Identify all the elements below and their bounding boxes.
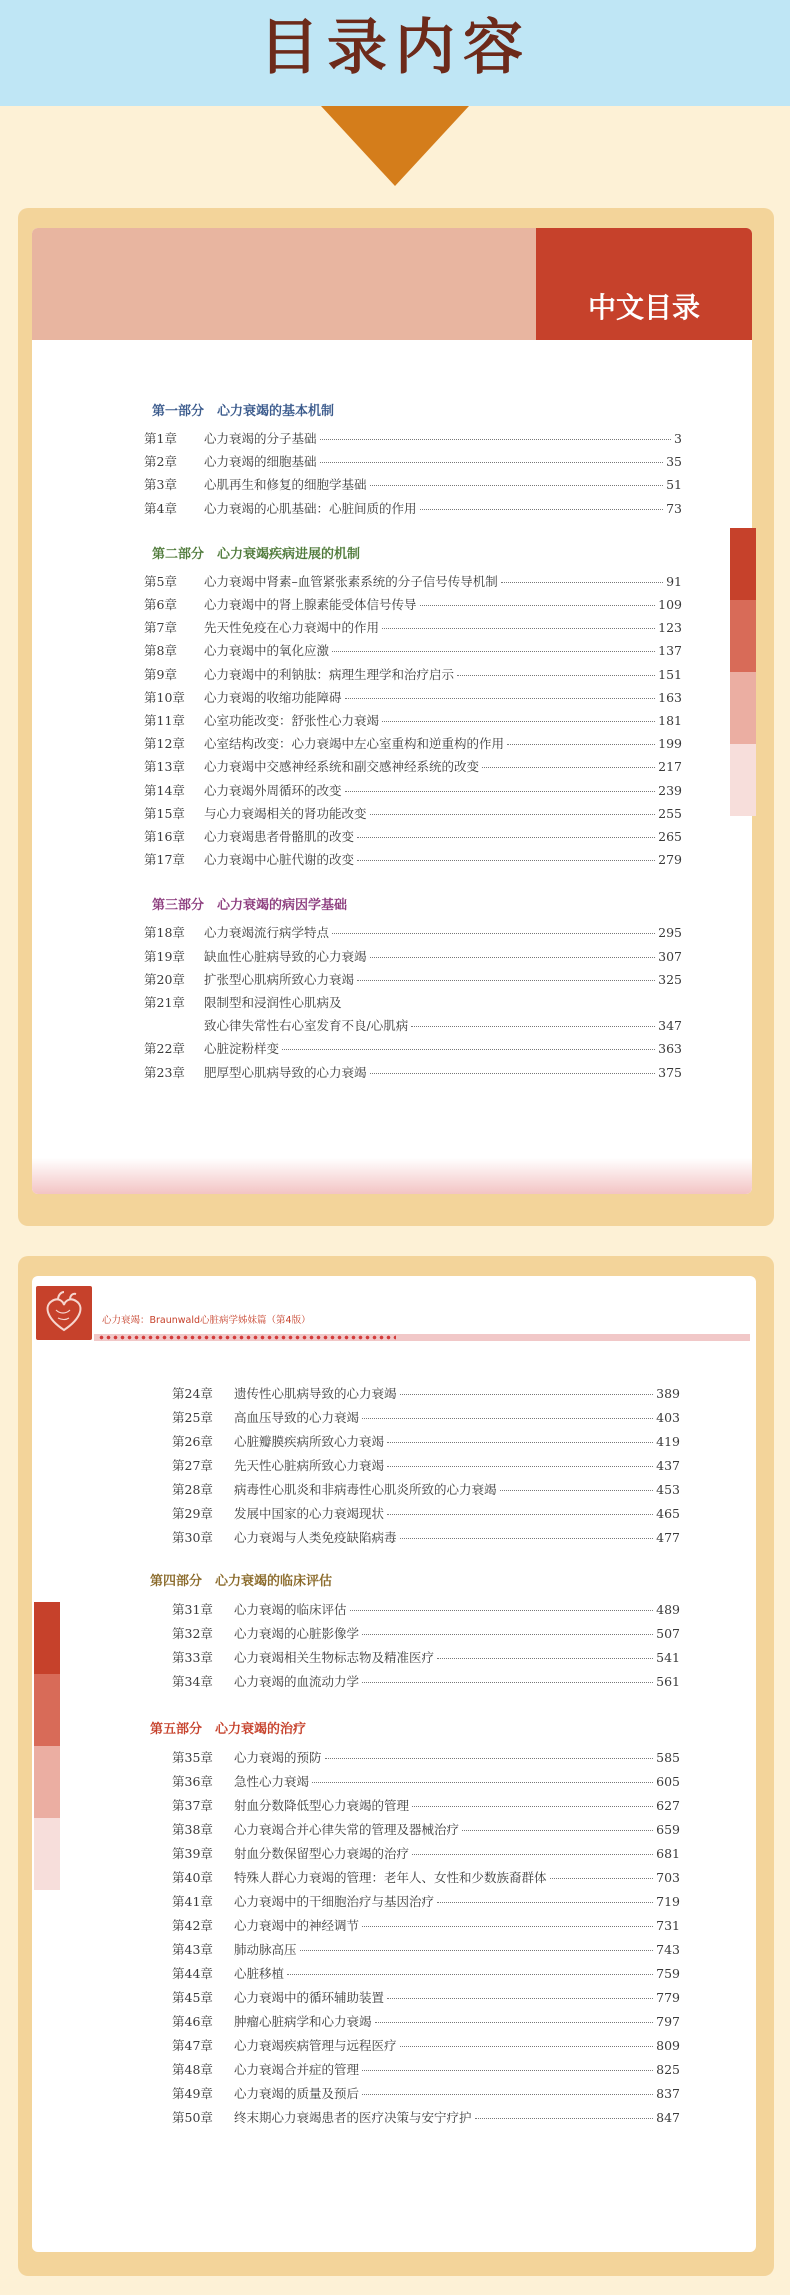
page-number: 265: [658, 829, 682, 844]
chapter-title: 扩张型心肌病所致心力衰竭: [204, 971, 355, 987]
leader-dots: [325, 1758, 654, 1759]
page-number: 585: [656, 1750, 680, 1765]
chapter-number: 第11章: [144, 713, 185, 728]
chapter-number: 第36章: [172, 1774, 213, 1789]
chapter-title: 心力衰竭的预防: [234, 1750, 322, 1765]
page-number: 759: [656, 1966, 680, 1981]
page-number: 779: [656, 1990, 680, 2005]
chapter-number: 第22章: [144, 1041, 185, 1057]
leader-dots: [387, 1514, 653, 1515]
leader-dots: [362, 2070, 653, 2071]
chapter-title: 肺动脉高压: [234, 1942, 297, 1957]
chapter-number: 第39章: [172, 1846, 213, 1861]
page-number: 163: [658, 689, 682, 705]
toc-entry[interactable]: [172, 1384, 680, 1402]
leader-dots: [375, 2022, 654, 2023]
chapter-number: 第27章: [172, 1458, 213, 1473]
page-number: 363: [658, 1041, 682, 1057]
chapter-title: 心力衰竭的血流动力学: [234, 1674, 360, 1689]
chapter-title: 心力衰竭的细胞基础: [204, 454, 317, 470]
leader-dots: [362, 2094, 653, 2095]
chapter-title: 心力衰竭的收缩功能障碍: [204, 689, 342, 705]
toc-entry[interactable]: [172, 1432, 680, 1450]
page-number: 541: [656, 1650, 680, 1665]
toc-entry[interactable]: [172, 2060, 680, 2078]
page-number: 825: [656, 2062, 680, 2077]
page-number: 255: [658, 805, 682, 821]
leader-dots: [362, 1682, 653, 1683]
page-number: 137: [658, 643, 682, 659]
leader-dots: [475, 2118, 654, 2119]
page-number: 627: [656, 1798, 680, 1813]
chapter-title: 心室功能改变：舒张性心力衰竭: [204, 713, 380, 728]
toc-entry[interactable]: [172, 1820, 680, 1838]
chapter-title: 心力衰竭中心脏代谢的改变: [204, 852, 355, 868]
toc-entry[interactable]: [172, 2012, 680, 2030]
chapter-title: 心力衰竭的心肌基础：心脏间质的作用: [204, 500, 417, 516]
chapter-number: 第5章: [144, 573, 177, 589]
toc-entry[interactable]: [172, 1600, 680, 1618]
page-number: 51: [666, 477, 682, 493]
chapter-title: 终末期心力衰竭患者的医疗决策与安宁疗护: [234, 2110, 472, 2125]
leader-dots: [332, 651, 655, 652]
toc-entry[interactable]: [172, 1528, 680, 1546]
side-tab-1: [730, 528, 756, 600]
chapter-title: 与心力衰竭相关的肾功能改变: [204, 805, 367, 821]
leader-dots: [320, 439, 672, 440]
chapter-title: 心力衰竭的质量及预后: [234, 2086, 360, 2101]
page-number: 681: [656, 1846, 680, 1861]
toc-entry[interactable]: [144, 475, 682, 493]
toc-entry[interactable]: [172, 1940, 680, 1958]
leader-dots: [437, 1902, 653, 1903]
chapter-number: 第6章: [144, 597, 177, 612]
side-tab-4: [730, 744, 756, 816]
page-number: 453: [656, 1482, 680, 1497]
page-number: 151: [658, 666, 682, 682]
chapter-number: 第47章: [172, 2038, 213, 2053]
leader-dots: [412, 1854, 653, 1855]
page-number: 659: [656, 1822, 680, 1837]
chapter-title: 心室结构改变：心力衰竭中左心室重构和逆重构的作用: [204, 736, 505, 752]
chapter-title: 心力衰竭相关生物标志物及精准医疗: [234, 1650, 435, 1665]
chapter-number: 第17章: [144, 852, 185, 868]
leader-dots: [345, 791, 656, 792]
leader-dots: [300, 1950, 654, 1951]
chapter-title: 心力衰竭中的干细胞治疗与基因治疗: [234, 1894, 435, 1909]
chapter-number: 第48章: [172, 2062, 213, 2077]
chapter-number: 第25章: [172, 1410, 213, 1425]
page-number: 307: [658, 948, 682, 964]
chapter-title: 心力衰竭中的循环辅助装置: [234, 1990, 385, 2005]
chapter-number: 第18章: [144, 925, 185, 941]
book-header-text: 心力衰竭：Braunwald心脏病学姊妹篇（第4版）: [102, 1315, 311, 1326]
chapter-number: 第4章: [144, 500, 177, 516]
toc-entry[interactable]: [144, 804, 682, 822]
part-heading: 第一部分 心力衰竭的基本机制: [152, 404, 335, 419]
chapter-title: 心力衰竭的心脏影像学: [234, 1626, 360, 1641]
chapter-number: 第44章: [172, 1966, 213, 1981]
leader-dots: [370, 957, 656, 958]
toc-card-2: [32, 1276, 756, 2252]
page-number: 347: [658, 1018, 682, 1034]
toc-entry[interactable]: [144, 665, 682, 683]
toc-entry[interactable]: [172, 1916, 680, 1934]
page-number: 35: [666, 454, 682, 470]
chapter-title: 心力衰竭的临床评估: [234, 1602, 347, 1617]
chapter-number: 第41章: [172, 1894, 213, 1909]
page-number: 489: [656, 1602, 680, 1617]
chapter-title: 发展中国家的心力衰竭现状: [234, 1506, 385, 1521]
page-number: 239: [658, 782, 682, 798]
down-arrow-icon: [321, 106, 469, 186]
page-number: 437: [656, 1458, 680, 1473]
toc-entry[interactable]: [172, 1988, 680, 2006]
side-tab-2: [730, 600, 756, 672]
toc-entry[interactable]: [144, 757, 682, 775]
leader-dots: [462, 1830, 653, 1831]
toc-entry[interactable]: [172, 2108, 680, 2126]
leader-dots: [387, 1998, 653, 1999]
chapter-title: 心脏瓣膜疾病所致心力衰竭: [234, 1434, 385, 1449]
page-number: 181: [658, 713, 682, 728]
toc-entry[interactable]: [144, 1016, 682, 1034]
page-number: 295: [658, 925, 682, 941]
chapter-title: 遗传性心肌病导致的心力衰竭: [234, 1386, 397, 1401]
chapter-number: 第32章: [172, 1626, 213, 1641]
leader-dots: [357, 837, 655, 838]
chapter-title: 心力衰竭的分子基础: [204, 431, 317, 446]
chapter-number: 第14章: [144, 782, 185, 798]
page-number: 465: [656, 1506, 680, 1521]
toc-entry[interactable]: [144, 429, 682, 447]
toc-entry[interactable]: [144, 711, 682, 729]
toc-entry[interactable]: [172, 2084, 680, 2102]
chapter-number: 第12章: [144, 736, 185, 752]
page-number: 279: [658, 852, 682, 868]
chapter-title: 心力衰竭疾病管理与远程医疗: [234, 2038, 397, 2053]
page-number: 123: [658, 620, 682, 636]
chapter-number: 第24章: [172, 1386, 213, 1401]
page-number: 199: [658, 736, 682, 752]
part-heading: 第二部分 心力衰竭疾病进展的机制: [152, 546, 361, 562]
chapter-title: 心力衰竭外周循环的改变: [204, 782, 342, 798]
toc-entry[interactable]: [144, 618, 682, 636]
page-number: 109: [658, 597, 682, 612]
chapter-title: 心力衰竭中的肾上腺素能受体信号传导: [204, 597, 417, 612]
toc-entry[interactable]: [172, 1772, 680, 1790]
toc-entry[interactable]: [172, 1844, 680, 1862]
leader-dots: [382, 721, 655, 722]
chapter-title: 心力衰竭中的利钠肽：病理生理学和治疗启示: [204, 666, 455, 682]
page-number: 375: [658, 1064, 682, 1080]
chapter-number: 第10章: [144, 689, 185, 705]
toc-entry[interactable]: [172, 1480, 680, 1498]
header-diamond-pattern: [98, 1334, 396, 1341]
page-number: 477: [656, 1530, 680, 1545]
chapter-number: 第33章: [172, 1650, 213, 1665]
leader-dots: [282, 1049, 655, 1050]
leader-dots: [400, 1394, 654, 1395]
toc-entry[interactable]: [144, 827, 682, 845]
toc-card-1: [32, 228, 752, 1194]
toc-entry[interactable]: [144, 688, 682, 706]
page-number: 403: [656, 1410, 680, 1425]
chapter-title: 心力衰竭中的神经调节: [234, 1918, 360, 1933]
chapter-title: 心力衰竭与人类免疫缺陷病毒: [234, 1530, 397, 1545]
chapter-title: 肥厚型心肌病导致的心力衰竭: [204, 1064, 367, 1080]
chapter-title: 心脏淀粉样变: [204, 1041, 280, 1057]
page-number: 797: [656, 2014, 680, 2029]
chapter-number: 第26章: [172, 1434, 213, 1449]
leader-dots: [320, 462, 664, 463]
leader-dots: [400, 1538, 654, 1539]
chapter-title: 心脏移植: [234, 1966, 285, 1981]
chapter-number: 第43章: [172, 1942, 213, 1957]
part-heading: 第五部分 心力衰竭的治疗: [150, 1722, 307, 1737]
page-number: 3: [674, 431, 682, 446]
leader-dots: [550, 1878, 654, 1879]
chapter-number: 第13章: [144, 759, 185, 775]
chapter-number: 第2章: [144, 454, 177, 470]
page-number: 389: [656, 1386, 680, 1401]
toc-entry[interactable]: [172, 1748, 680, 1766]
chapter-title: 病毒性心肌炎和非病毒性心肌炎所致的心力衰竭: [234, 1482, 497, 1497]
chapter-number: 第28章: [172, 1482, 213, 1497]
leader-dots: [501, 582, 663, 583]
toc-entry[interactable]: [144, 970, 682, 988]
chapter-number: 第30章: [172, 1530, 213, 1545]
side-tabs-right: [730, 528, 756, 816]
leader-dots: [370, 814, 656, 815]
leader-dots: [357, 980, 655, 981]
card-bottom-fade: [32, 1158, 752, 1194]
chapter-number: 第15章: [144, 805, 185, 821]
chapter-number: 第40章: [172, 1870, 213, 1885]
leader-dots: [482, 767, 655, 768]
leader-dots: [362, 1634, 653, 1635]
leader-dots: [437, 1658, 653, 1659]
page-number: 91: [666, 573, 682, 589]
page-number: 731: [656, 1918, 680, 1933]
chapter-title: 心力衰竭合并症的管理: [234, 2062, 360, 2077]
chapter-number: 第23章: [144, 1064, 185, 1080]
side-tabs-left: [34, 1602, 60, 1890]
leader-dots: [412, 1806, 653, 1807]
toc-entry[interactable]: [144, 641, 682, 659]
leader-dots: [420, 605, 656, 606]
page-number: 325: [658, 971, 682, 987]
chapter-number: 第20章: [144, 971, 185, 987]
chapter-title: 特殊人群心力衰竭的管理：老年人、女性和少数族裔群体: [234, 1870, 547, 1885]
toc-entry[interactable]: [172, 1624, 680, 1642]
chapter-number: 第50章: [172, 2110, 213, 2125]
toc-entry[interactable]: [144, 1039, 682, 1057]
chapter-number: 第31章: [172, 1602, 213, 1617]
chapter-title: 致心律失常性右心室发育不良/心肌病: [204, 1018, 409, 1034]
heart-logo-icon: [36, 1286, 92, 1340]
side-tab-1: [34, 1602, 60, 1674]
side-tab-3: [34, 1746, 60, 1818]
leader-dots: [370, 485, 664, 486]
card-header-label: 中文目录: [587, 291, 700, 324]
chapter-title: 心力衰竭中的氧化应激: [204, 643, 330, 659]
leader-dots: [312, 1782, 653, 1783]
toc-entry[interactable]: [144, 452, 682, 470]
toc-entry[interactable]: [144, 734, 682, 752]
leader-dots: [350, 1610, 654, 1611]
side-tab-4: [34, 1818, 60, 1890]
chapter-title: 心肌再生和修复的细胞学基础: [204, 477, 367, 493]
toc-entry[interactable]: [172, 1892, 680, 1910]
toc-entry[interactable]: [172, 1456, 680, 1474]
chapter-number: 第21章: [144, 995, 185, 1010]
chapter-number: 第8章: [144, 643, 177, 659]
chapter-number: 第29章: [172, 1506, 213, 1521]
page-number: 847: [656, 2110, 680, 2125]
chapter-number: 第38章: [172, 1822, 213, 1837]
leader-dots: [387, 1466, 653, 1467]
leader-dots: [345, 698, 656, 699]
chapter-title: 心力衰竭中交感神经系统和副交感神经系统的改变: [204, 759, 480, 775]
page-number: 419: [656, 1434, 680, 1449]
page-number: 73: [666, 500, 682, 516]
leader-dots: [287, 1974, 653, 1975]
chapter-title: 肿瘤心脏病学和心力衰竭: [234, 2014, 372, 2029]
toc-entry[interactable]: [144, 781, 682, 799]
leader-dots: [500, 1490, 654, 1491]
leader-dots: [370, 1073, 656, 1074]
toc-entry[interactable]: [172, 1868, 680, 1886]
chapter-title: 心力衰竭流行病学特点: [204, 925, 330, 941]
chapter-title: 心力衰竭中肾素–血管紧张素系统的分子信号传导机制: [204, 573, 498, 589]
toc-entry[interactable]: [144, 499, 682, 517]
toc-entry[interactable]: [144, 993, 682, 1011]
chapter-number: 第37章: [172, 1798, 213, 1813]
chapter-number: 第34章: [172, 1674, 213, 1689]
chapter-title: 心力衰竭合并心律失常的管理及器械治疗: [234, 1822, 460, 1837]
chapter-title: 射血分数保留型心力衰竭的治疗: [234, 1846, 410, 1861]
page-number: 703: [656, 1870, 680, 1885]
part-heading: 第三部分 心力衰竭的病因学基础: [152, 898, 348, 914]
chapter-number: 第19章: [144, 948, 185, 964]
page-number: 809: [656, 2038, 680, 2053]
toc-entry[interactable]: [144, 923, 682, 941]
chapter-number: 第1章: [144, 431, 177, 446]
toc-entry[interactable]: [144, 1063, 682, 1081]
chapter-title: 限制型和浸润性心肌病及: [204, 995, 342, 1010]
toc-entry[interactable]: [172, 1504, 680, 1522]
chapter-number: 第9章: [144, 666, 177, 682]
chapter-title: 先天性免疫在心力衰竭中的作用: [204, 620, 380, 636]
toc-entry[interactable]: [172, 1408, 680, 1426]
page-number: 837: [656, 2086, 680, 2101]
chapter-title: 高血压导致的心力衰竭: [234, 1410, 360, 1425]
page-number: 217: [658, 759, 682, 775]
chapter-number: 第3章: [144, 477, 177, 493]
toc-entry[interactable]: [172, 1672, 680, 1690]
leader-dots: [387, 1442, 653, 1443]
toc-entry[interactable]: [172, 2036, 680, 2054]
chapter-title: 急性心力衰竭: [234, 1774, 310, 1789]
leader-dots: [400, 2046, 654, 2047]
chapter-number: 第49章: [172, 2086, 213, 2101]
chapter-number: 第45章: [172, 1990, 213, 2005]
page-number: 719: [656, 1894, 680, 1909]
page-number: 561: [656, 1674, 680, 1689]
chapter-number: 第46章: [172, 2014, 213, 2029]
leader-dots: [362, 1418, 653, 1419]
toc-entry[interactable]: [144, 850, 682, 868]
toc-entry[interactable]: [144, 572, 682, 590]
toc-entry[interactable]: [144, 595, 682, 613]
page-number: 605: [656, 1774, 680, 1789]
chapter-number: 第16章: [144, 829, 185, 844]
chapter-title: 先天性心脏病所致心力衰竭: [234, 1458, 385, 1473]
page-number: 743: [656, 1942, 680, 1957]
leader-dots: [411, 1026, 655, 1027]
leader-dots: [362, 1926, 653, 1927]
leader-dots: [357, 860, 655, 861]
part-heading: 第四部分 心力衰竭的临床评估: [150, 1574, 333, 1589]
toc-entry[interactable]: [172, 1964, 680, 1982]
leader-dots: [457, 675, 655, 676]
chapter-number: 第42章: [172, 1918, 213, 1933]
toc-entry[interactable]: [172, 1648, 680, 1666]
side-tab-2: [34, 1674, 60, 1746]
banner-title: 目录内容: [259, 13, 531, 83]
toc-entry[interactable]: [172, 1796, 680, 1814]
leader-dots: [420, 509, 664, 510]
toc-entry[interactable]: [144, 947, 682, 965]
chapter-title: 射血分数降低型心力衰竭的管理: [234, 1798, 410, 1813]
side-tab-3: [730, 672, 756, 744]
chapter-title: 心力衰竭患者骨骼肌的改变: [204, 829, 355, 844]
chapter-number: 第35章: [172, 1750, 213, 1765]
leader-dots: [382, 628, 655, 629]
leader-dots: [332, 933, 655, 934]
chapter-number: 第7章: [144, 620, 177, 636]
leader-dots: [507, 744, 655, 745]
page-number: 507: [656, 1626, 680, 1641]
chapter-title: 缺血性心脏病导致的心力衰竭: [204, 948, 367, 964]
